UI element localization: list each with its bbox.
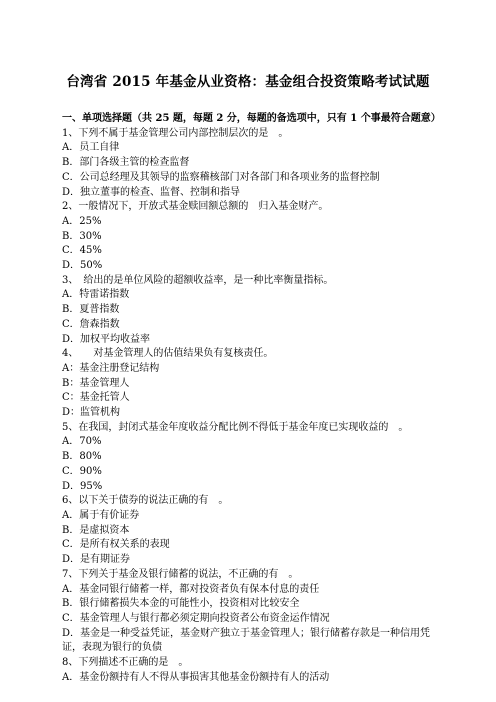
option: A．基金同银行储蓄一样，都对投资者负有保本付息的责任 [62, 583, 320, 595]
option: A．特雷诺指数 [62, 289, 130, 301]
question-text: 1、下列不属于基金管理公司内部控制层次的是 。 [62, 127, 289, 139]
option: B．部门各级主管的检查监督 [62, 157, 190, 169]
option: B：基金管理人 [62, 377, 130, 389]
option: A．70% [62, 436, 102, 448]
question-list [62, 112, 440, 685]
question-3 [62, 274, 440, 348]
question-6 [62, 494, 440, 568]
option: C：基金托管人 [62, 392, 130, 404]
option: B．夏普指数 [62, 304, 120, 316]
question-5 [62, 421, 440, 495]
document-title: 台湾省 2015 年基金从业资格：基金组合投资策略考试试题 [66, 74, 430, 90]
option: A．员工自律 [62, 142, 120, 154]
option: C．基金管理人与银行都必须定期向投资者公布资金运作情况 [62, 612, 330, 624]
question-text: 4、 对基金管理人的估值结果负有复核责任。 [62, 348, 274, 360]
question-8 [62, 656, 440, 685]
question-2 [62, 200, 440, 274]
option: C．90% [62, 465, 102, 477]
question-text: 5、在我国，封闭式基金年度收益分配比例不得低于基金年度已实现收益的 。 [62, 421, 409, 433]
option: D．基金是一种受益凭证，基金财产独立于基金管理人；银行储蓄存款是一种信用凭证，表现为银行的负债 [62, 627, 431, 654]
question-7 [62, 568, 440, 656]
option: A．25% [62, 215, 102, 227]
question-4 [62, 347, 440, 421]
option: A：基金注册登记结构 [62, 362, 160, 374]
question-text: 3、 给出的是单位风险的超额收益率，是一种比率衡量指标。 [62, 274, 334, 286]
option: B．银行储蓄损失本金的可能性小，投资相对比较安全 [62, 598, 300, 610]
option: D．加权平均收益率 [62, 333, 151, 345]
option: B．30% [62, 230, 102, 242]
question-1 [62, 127, 440, 201]
option: B．80% [62, 451, 102, 463]
option: D．是有期证券 [62, 554, 131, 566]
option: A．基金份额持有人不得从事损害其他基金份额持有人的活动 [62, 671, 330, 683]
option: C．是所有权关系的表现 [62, 539, 170, 551]
option: B．是虚拟资本 [62, 524, 130, 536]
option: D．50% [62, 260, 103, 272]
question-text: 8、下列描述不正确的是 。 [62, 657, 189, 669]
option: A．属于有价证券 [62, 509, 140, 521]
option: C．公司总经理及其领导的监察稽核部门对各部门和各项业务的监督控制 [62, 171, 380, 183]
option: C．45% [62, 245, 102, 257]
question-text: 7、下列关于基金及银行储蓄的说法，不正确的有 。 [62, 568, 299, 580]
option: D．95% [62, 480, 103, 492]
option: C．詹森指数 [62, 318, 120, 330]
question-text: 2、一般情况下，开放式基金赎回额总额的 归入基金财产。 [62, 201, 329, 213]
section-heading: 一、单项选择题（共 25 题，每题 2 分，每题的备选项中，只有 1 个事最符合题意） [62, 113, 441, 124]
option: D．独立董事的检查、监督、控制和指导 [62, 186, 241, 198]
question-text: 6、以下关于债券的说法正确的有 。 [62, 495, 229, 507]
option: D：监管机构 [62, 407, 121, 419]
